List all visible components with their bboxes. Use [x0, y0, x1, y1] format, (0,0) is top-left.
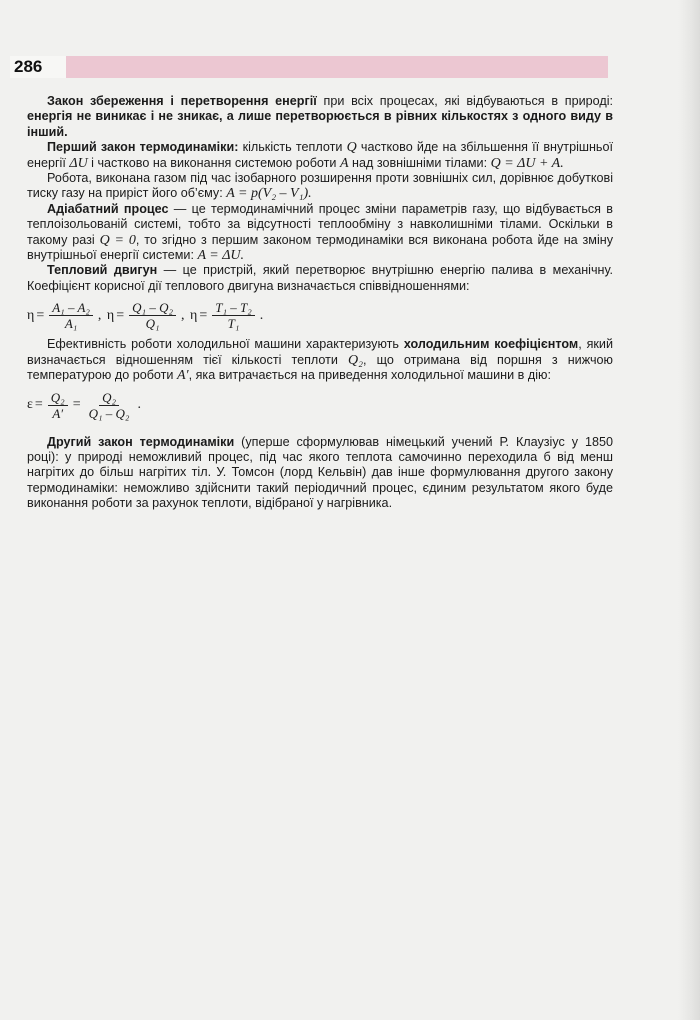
efficiency-formulas: η = $\frac{\text{A₁ – A₂}}{\text{A₁}}$ , η = $\frac{\text{Q₁ – Q₂}}{\text{Q₁}}$ , η = $\frac{\text{T₁ – T₂}}{\text{T₁}}$ .	[27, 300, 264, 332]
efficiency-fraction-temperature: $\frac{\text{T₁ – T₂}}{\text{T₁}}$	[212, 300, 255, 331]
refrigeration-formula: ε = $\frac{\text{Q₂}}{A'}$ = $\frac{\text{Q₂}}{\text{Q₁ – Q₂}}$ .	[27, 389, 141, 421]
page-content	[27, 94, 613, 512]
term-energy-conservation: Закон збереження і перетворення енергії	[47, 94, 317, 108]
header-bar	[10, 56, 608, 78]
paragraph-adiabatic: Адіабатний процес — це термодинамічний процес зміни параметрів газу, що відбувається в теплоізольованій системі, тобто за відсутності теплообміну з навколишніми тілами. Оскільки в такому разі Q = 0, то згідно з першим законом термодинаміки вся виконана робота йде на зміну внутрішньої енергії системи: A = ΔU.	[27, 201, 614, 264]
term-heat-engine: Тепловий двигун	[47, 263, 158, 278]
paragraph-first-law: Перший закон термодинаміки: кількість теплоти Q частково йде на збільшення її внутрішньої енергії ΔU і частково на виконання системою роботи A над зовнішніми тілами: Q = ΔU + A.	[27, 140, 613, 171]
page-edge-shadow	[678, 0, 700, 1020]
adiabatic-formula: A = ΔU.	[197, 248, 245, 264]
efficiency-fraction-work: $\frac{\text{A₁ – A₂}}{\text{A₁}}$	[49, 300, 93, 331]
paragraph-heat-engine: Тепловий двигун — це пристрій, який перетворює внутрішню енергію палива в механічну. Коефіцієнт корисної дії теплового двигуна визначається співвідношеннями:	[27, 263, 614, 293]
term-second-law: Другий закон термодинаміки	[47, 434, 235, 449]
first-law-formula: Q = ΔU + A.	[490, 155, 564, 171]
refrigeration-fraction-work: $\frac{\text{Q₂}}{A'}$	[48, 390, 68, 421]
term-adiabatic: Адіабатний процес	[47, 201, 169, 216]
isobaric-work-formula: A = p(V₂ – V₁).	[226, 186, 312, 202]
energy-conservation-statement: енергія не виникає і не зникає, а лише перетворюється в рівних кількостях з одного виду в інший.	[27, 109, 613, 139]
page-number: 286	[10, 56, 66, 78]
paragraph-refrigerator: Ефективність роботи холодильної машини характеризують холодильним коефіцієнтом, який визначається відношенням тієї кількості теплоти Q₂, що отримана від поршня з нижчою температурою до роботи A′, яка витрачається на приведення холодильної машини в дію:	[27, 337, 613, 384]
efficiency-fraction-heat: $\frac{\text{Q₁ – Q₂}}{\text{Q₁}}$	[129, 300, 176, 331]
refrigeration-fraction-heat: $\frac{\text{Q₂}}{\text{Q₁ – Q₂}}$	[88, 389, 130, 421]
paragraph-second-law: Другий закон термодинаміки (уперше сформулював німецький учений Р. Клаузіус у 1850 році): у природі неможливий процес, під час якого теплота самочинно переходила б від менш нагрітих до більш нагрітих тіл. У. Томсон (лорд Кельвін) дав інше формулювання другого закону термодинаміки: неможливо здійснити такий періодичний процес, єдиним результатом якого буде виконання роботи за рахунок теплоти, відібраної у нагрівника.	[27, 434, 613, 511]
paragraph-energy-conservation: Закон збереження і перетворення енергії при всіх процесах, які відбуваються в природі: енергія не виникає і не зникає, а лише перетворюється в рівних кількостях з одного виду в інший.	[27, 94, 613, 139]
term-refrigeration-coefficient: холодильним коефіцієнтом	[403, 337, 579, 352]
term-first-law: Перший закон термодинаміки:	[47, 140, 239, 155]
paragraph-isobaric-work: Робота, виконана газом під час ізобарного розширення проти зовнішніх сил, дорівнює добуткові тиску газу на приріст його об’єму: A = p(V₂ – V₁).	[27, 171, 613, 202]
